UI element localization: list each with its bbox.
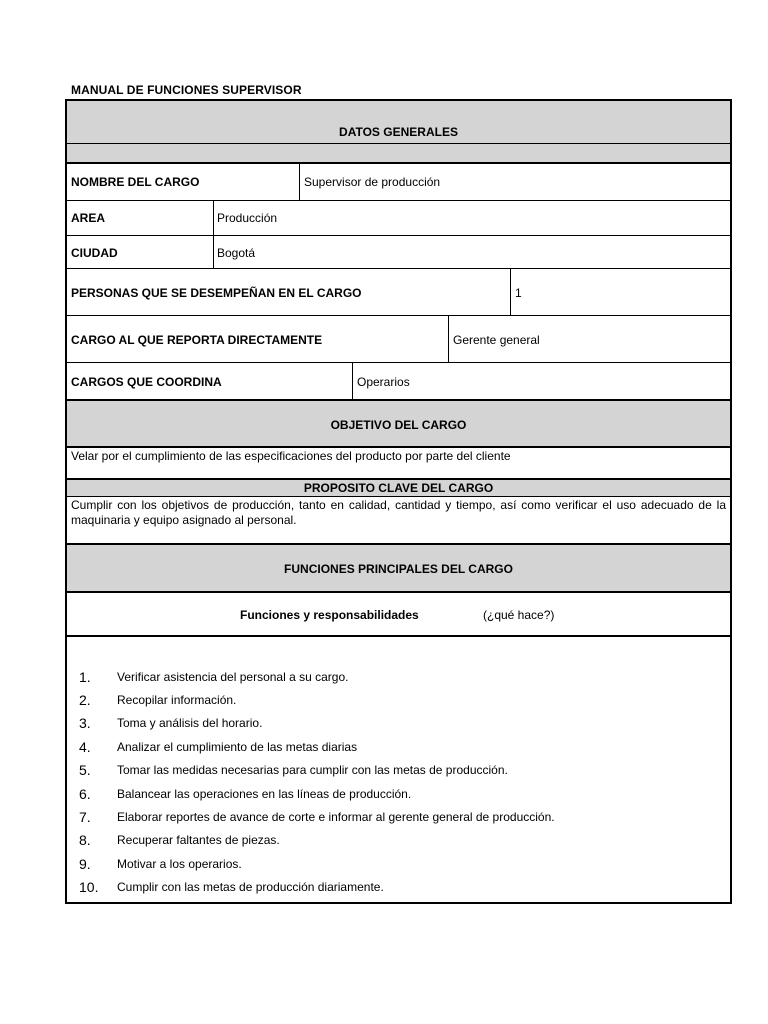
field-value-nombre-cargo: Supervisor de producción xyxy=(304,175,441,189)
proposito-heading: PROPOSITO CLAVE DEL CARGO xyxy=(303,481,494,495)
list-item-number: 3. xyxy=(79,715,91,732)
funciones-header xyxy=(67,545,730,591)
list-item-number: 9. xyxy=(79,855,91,872)
list-item-text: Motivar a los operarios. xyxy=(117,856,242,871)
list-item-number: 6. xyxy=(79,785,91,802)
field-row-area xyxy=(67,201,730,235)
funciones-heading: FUNCIONES PRINCIPALES DEL CARGO xyxy=(284,562,513,576)
list-item-number: 10. xyxy=(79,879,99,896)
objetivo-heading: OBJETIVO DEL CARGO xyxy=(330,418,467,432)
datos-generales-header xyxy=(67,101,730,163)
list-item xyxy=(79,876,555,899)
list-item xyxy=(79,759,555,782)
field-row-ciudad xyxy=(67,236,730,268)
funciones-subheader xyxy=(67,593,730,636)
list-item xyxy=(79,688,555,711)
field-row-nombre-cargo xyxy=(67,163,730,200)
list-item xyxy=(79,829,555,852)
field-row-coordina xyxy=(67,363,730,400)
field-label-nombre-cargo: NOMBRE DEL CARGO xyxy=(71,175,200,189)
list-item-text: Recopilar información. xyxy=(117,693,237,708)
objetivo-header xyxy=(67,401,730,446)
list-item-text: Tomar las medidas necesarias para cumplir con las metas de producción. xyxy=(117,763,508,778)
list-item xyxy=(79,805,555,828)
field-label-personas: PERSONAS QUE SE DESEMPEÑAN EN EL CARGO xyxy=(71,286,362,300)
list-item-text: Cumplir con las metas de producción diariamente. xyxy=(117,880,384,895)
list-item xyxy=(79,712,555,735)
list-item-number: 4. xyxy=(79,738,91,755)
list-item-text: Toma y análisis del horario. xyxy=(117,716,263,731)
list-item xyxy=(79,735,555,758)
datos-generales-heading: DATOS GENERALES xyxy=(339,125,458,139)
proposito-header xyxy=(67,480,730,496)
list-item-number: 1. xyxy=(79,668,91,685)
field-value-area: Producción xyxy=(217,211,278,225)
list-item-text: Elaborar reportes de avance de corte e informar al gerente general de producción. xyxy=(117,810,555,825)
list-item xyxy=(79,782,555,805)
job-description-table xyxy=(65,99,732,904)
field-label-reporta: CARGO AL QUE REPORTA DIRECTAMENTE xyxy=(71,333,323,347)
funciones-subheading: Funciones y responsabilidades xyxy=(240,608,419,622)
list-item xyxy=(79,852,555,875)
objetivo-text: Velar por el cumplimiento de las especificaciones del producto por parte del cliente xyxy=(71,449,511,463)
list-item-text: Balancear las operaciones en las líneas de producción. xyxy=(117,786,412,801)
list-item-number: 7. xyxy=(79,809,91,826)
funciones-subheading-note: (¿qué hace?) xyxy=(483,608,555,622)
field-value-personas: 1 xyxy=(515,286,522,300)
proposito-text: Cumplir con los objetivos de producción, tanto en calidad, cantidad y tiempo, así como verificar el uso adecuado de la maquinaria y equipo asignado al personal. xyxy=(71,498,726,527)
field-value-ciudad: Bogotá xyxy=(217,246,256,260)
document-title: MANUAL DE FUNCIONES SUPERVISOR xyxy=(71,83,302,97)
field-label-area: AREA xyxy=(71,211,106,225)
field-label-ciudad: CIUDAD xyxy=(71,246,118,260)
funciones-list xyxy=(79,665,555,899)
list-item-number: 2. xyxy=(79,692,91,709)
field-label-coordina: CARGOS QUE COORDINA xyxy=(71,375,222,389)
field-value-coordina: Operarios xyxy=(357,375,410,389)
list-item-number: 5. xyxy=(79,762,91,779)
field-row-reporta xyxy=(67,316,730,362)
list-item-text: Analizar el cumplimiento de las metas diarias xyxy=(117,739,358,754)
field-row-personas xyxy=(67,269,730,315)
field-value-reporta: Gerente general xyxy=(453,333,540,347)
list-item-text: Recuperar faltantes de piezas. xyxy=(117,833,280,848)
list-item-text: Verificar asistencia del personal a su cargo. xyxy=(117,669,349,684)
list-item-number: 8. xyxy=(79,832,91,849)
list-item xyxy=(79,665,555,688)
